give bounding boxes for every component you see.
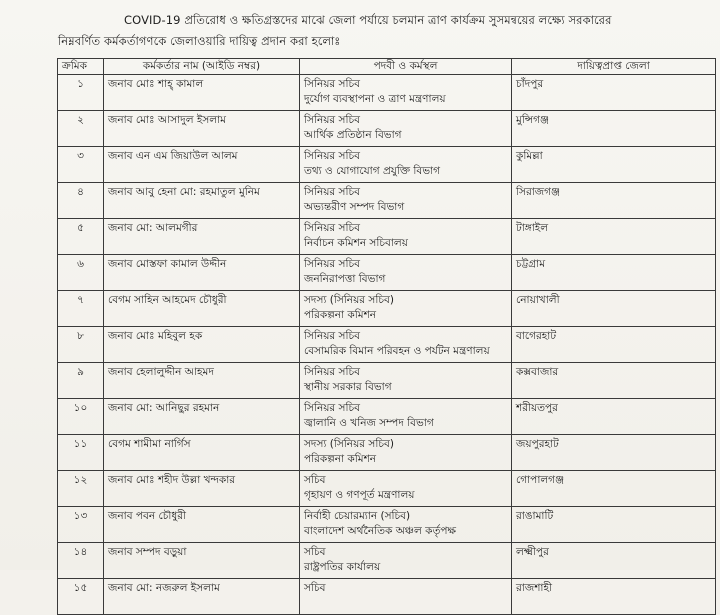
designation-office: দুর্যোগ ব্যবস্থাপনা ও ত্রাণ মন্ত্রণালয় [304,93,446,105]
intro-line-1: COVID-19 প্রতিরোধ ও ক্ষতিগ্রস্তদের মাঝে জেলা পর্যায়ে চলমান ত্রাণ কার্যক্রম সুসমন্বয়ের লক্ষ্যে সরকারের [124,13,612,27]
designation-cell [300,147,512,183]
designation-title: সিনিয়র সচিব [304,114,360,126]
serial-cell: ১১ [58,435,104,471]
designation-cell [300,435,512,471]
serial-cell: ১৫ [58,579,104,615]
designation-title: সিনিয়র সচিব [304,78,360,90]
table-row [58,291,716,327]
designation-cell [300,183,512,219]
header-designation: পদবী ও কর্মস্থল [300,59,512,75]
district-cell: বাগেরহাট [512,327,716,363]
designation-title: সচিব [304,546,326,558]
designation-title: সিনিয়র সচিব [304,330,360,342]
district-cell: রাঙামাটি [512,507,716,543]
officer-name-cell: জনাব সম্পদ বড়ুয়া [104,543,300,579]
table-row [58,399,716,435]
designation-office: পরিকল্পনা কমিশন [304,309,377,321]
serial-cell: ৯ [58,363,104,399]
district-cell: টাঙ্গাইল [512,219,716,255]
designation-title: সদস্য (সিনিয়র সচিব) [304,438,394,450]
district-cell: সিরাজগঞ্জ [512,183,716,219]
officer-name-cell: জনাব পবন চৌধুরী [104,507,300,543]
designation-office: জননিরাপত্তা বিভাগ [304,273,386,285]
officer-name-cell: জনাব এন এম জিয়াউল আলম [104,147,300,183]
designation-title: সিনিয়র সচিব [304,366,360,378]
serial-cell: ১২ [58,471,104,507]
designation-office: পরিকল্পনা কমিশন [304,453,377,465]
designation-cell [300,399,512,435]
designation-office: বেসামরিক বিমান পরিবহন ও পর্যটন মন্ত্রণালয় [304,345,490,357]
serial-cell: ১৩ [58,507,104,543]
intro-line-2: নিম্নবর্ণিত কর্মকর্তাগণকে জেলাওয়ারি দায়িত্ব প্রদান করা হলোঃ [58,34,341,48]
district-cell: রাজশাহী [512,579,716,615]
officer-name-cell: জনাব মো: নজরুল ইসলাম [104,579,300,615]
table-row [58,327,716,363]
designation-title: সিনিয়র সচিব [304,402,360,414]
serial-cell: ২ [58,111,104,147]
header-officer-name: কর্মকর্তার নাম (আইডি নম্বর) [104,59,300,75]
serial-cell: ১০ [58,399,104,435]
table-row [58,183,716,219]
designation-office: অভ্যন্তরীণ সম্পদ বিভাগ [304,201,405,213]
designation-office: স্থানীয় সরকার বিভাগ [304,381,392,393]
district-cell: মুন্সিগঞ্জ [512,111,716,147]
serial-cell: ৭ [58,291,104,327]
officer-name-cell: জনাব মো: আনিছুর রহমান [104,399,300,435]
serial-cell: ৪ [58,183,104,219]
designation-title: সিনিয়র সচিব [304,222,360,234]
designation-cell [300,579,512,615]
district-cell: নোয়াখালী [512,291,716,327]
table-row [58,435,716,471]
designation-cell [300,363,512,399]
designation-cell [300,471,512,507]
intro-paragraph [58,10,698,52]
designation-title: সিনিয়র সচিব [304,186,360,198]
designation-cell [300,255,512,291]
designation-cell [300,543,512,579]
designation-title: সচিব [304,474,326,486]
officer-assignment-table [57,58,716,615]
officer-name-cell: জনাব হেলালুদ্দীন আহমদ [104,363,300,399]
table-row [58,579,716,615]
designation-office: জ্বালানি ও খনিজ সম্পদ বিভাগ [304,417,434,429]
serial-cell: ৩ [58,147,104,183]
table-row [58,507,716,543]
district-cell: কক্সবাজার [512,363,716,399]
officer-name-cell: জনাব আবু হেনা মো: রহমাতুল মুনিম [104,183,300,219]
officer-name-cell: জনাব মোঃ মহিবুল হক [104,327,300,363]
officer-name-cell: জনাব মোঃ শহীদ উল্লা খন্দকার [104,471,300,507]
officer-name-cell: বেগম শামীমা নার্গিস [104,435,300,471]
designation-cell [300,111,512,147]
district-cell: শরীয়তপুর [512,399,716,435]
table-row [58,147,716,183]
designation-office: নির্বাচন কমিশন সচিবালয় [304,237,408,249]
designation-title: সিনিয়র সচিব [304,150,360,162]
officer-name-cell: জনাব মোস্তফা কামাল উদ্দীন [104,255,300,291]
designation-cell [300,75,512,111]
table-row [58,75,716,111]
district-cell: চট্টগ্রাম [512,255,716,291]
designation-cell [300,291,512,327]
table-row [58,543,716,579]
designation-office: তথ্য ও যোগাযোগ প্রযুক্তি বিভাগ [304,165,440,177]
designation-office: আর্থিক প্রতিষ্ঠান বিভাগ [304,129,402,141]
designation-cell [300,219,512,255]
district-cell: কুমিল্লা [512,147,716,183]
serial-cell: ৮ [58,327,104,363]
district-cell: গোপালগঞ্জ [512,471,716,507]
table-row [58,363,716,399]
district-cell: চাঁদপুর [512,75,716,111]
designation-cell [300,327,512,363]
table-row [58,471,716,507]
officer-name-cell: জনাব মোঃ আসাদুল ইসলাম [104,111,300,147]
serial-cell: ৫ [58,219,104,255]
designation-cell [300,507,512,543]
table-header-row [58,59,716,75]
designation-title: সিনিয়র সচিব [304,258,360,270]
designation-office: রাষ্ট্রপতির কার্যালয় [304,561,381,573]
designation-title: নির্বাহী চেয়ারম্যান (সচিব) [304,510,411,522]
designation-office: বাংলাদেশ অর্থনৈতিক অঞ্চল কর্তৃপক্ষ [304,525,456,537]
designation-title: সচিব [304,582,326,594]
designation-title: সদস্য (সিনিয়র সচিব) [304,294,394,306]
serial-cell: ১৪ [58,543,104,579]
table-row [58,219,716,255]
officer-name-cell: জনাব মো: আলমগীর [104,219,300,255]
header-district: দায়িত্বপ্রাপ্ত জেলা [512,59,716,75]
serial-cell: ১ [58,75,104,111]
officer-name-cell: জনাব মোঃ শাহ্ কামাল [104,75,300,111]
table-row [58,111,716,147]
district-cell: জয়পুরহাট [512,435,716,471]
table-row [58,255,716,291]
header-serial: ক্রমিক [58,59,104,75]
serial-cell: ৬ [58,255,104,291]
officer-name-cell: বেগম সাহিন আহমেদ চৌধুরী [104,291,300,327]
district-cell: লক্ষ্মীপুর [512,543,716,579]
designation-office: গৃহায়ণ ও গণপূর্ত মন্ত্রণালয় [304,489,415,501]
